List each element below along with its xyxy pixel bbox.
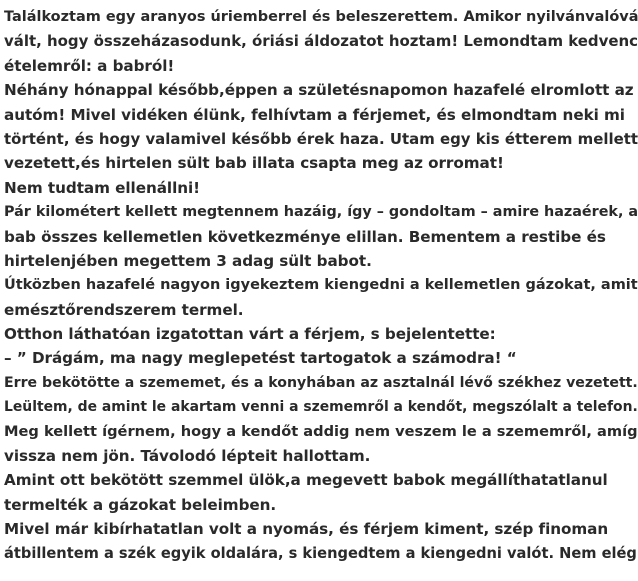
article-line: hirtelenjében megettem 3 adag sült babot. bbox=[4, 251, 372, 270]
article-line: Amint ott bekötött szemmel ülök,a megevett babok megállíthatatlanul bbox=[4, 471, 608, 490]
article-line: Meg kellett ígérnem, hogy a kendőt addig nem veszem le a szememről, amíg bbox=[4, 422, 638, 440]
article-line: bab összes kellemetlen következménye elillan. Bementem a restibe és bbox=[4, 227, 606, 246]
article-line: Nem tudtam ellenállni! bbox=[4, 178, 201, 197]
article-line: Találkoztam egy aranyos úriemberrel és beleszerettem. Amikor nyilvánvalóvá bbox=[4, 9, 638, 25]
article-line: Mivel már kibírhatatlan volt a nyomás, és férjem kiment, szép finoman bbox=[4, 520, 609, 539]
article-line: Erre bekötötte a szememet, és a konyhában az asztalnál lévő székhez vezetett. bbox=[4, 374, 638, 391]
article-line: átbillentem a szék egyik oldalára, s kiengedtem a kiengedni valót. Nem elég bbox=[4, 544, 637, 562]
article-line: vezetett,és hirtelen sült bab illata csapta meg az orromat! bbox=[4, 154, 504, 173]
article-line: vissza nem jön. Távolodó lépteit hallottam. bbox=[4, 447, 371, 466]
article-line: történt, és hogy valamivel később érek haza. Utam egy kis étterem mellett bbox=[4, 129, 638, 148]
article-line: emésztőrendszerem termel. bbox=[4, 300, 244, 319]
article-body bbox=[4, 5, 638, 566]
article-line: termelték a gázokat beleimben. bbox=[4, 495, 277, 514]
article-line: Otthon láthatóan izgatottan várt a férjem, s bejelentette: bbox=[4, 325, 496, 344]
article-line: Útközben hazafelé nagyon igyekeztem kiengedni a kellemetlen gázokat, amit bbox=[4, 277, 638, 294]
article-line: ételemről: a babról! bbox=[4, 56, 175, 75]
article-line: autóm! Mivel vidéken élünk, felhívtam a férjemet, és elmondtam neki mi bbox=[4, 105, 625, 124]
article-line: Leültem, de amint le akartam venni a szememről a kendőt, megszólalt a telefon. bbox=[4, 399, 638, 416]
article-line: – ” Drágám, ma nagy meglepetést tartogatok a számodra! “ bbox=[4, 349, 517, 368]
article-line: Pár kilométert kellett megtennem hazáig, így – gondoltam – amire hazaérek, a bbox=[4, 204, 638, 221]
article-line: vált, hogy összeházasodunk, óriási áldozatot hoztam! Lemondtam kedvenc bbox=[4, 32, 638, 51]
article-line: Néhány hónappal később,éppen a születésnapomon hazafelé elromlott az bbox=[4, 81, 634, 100]
